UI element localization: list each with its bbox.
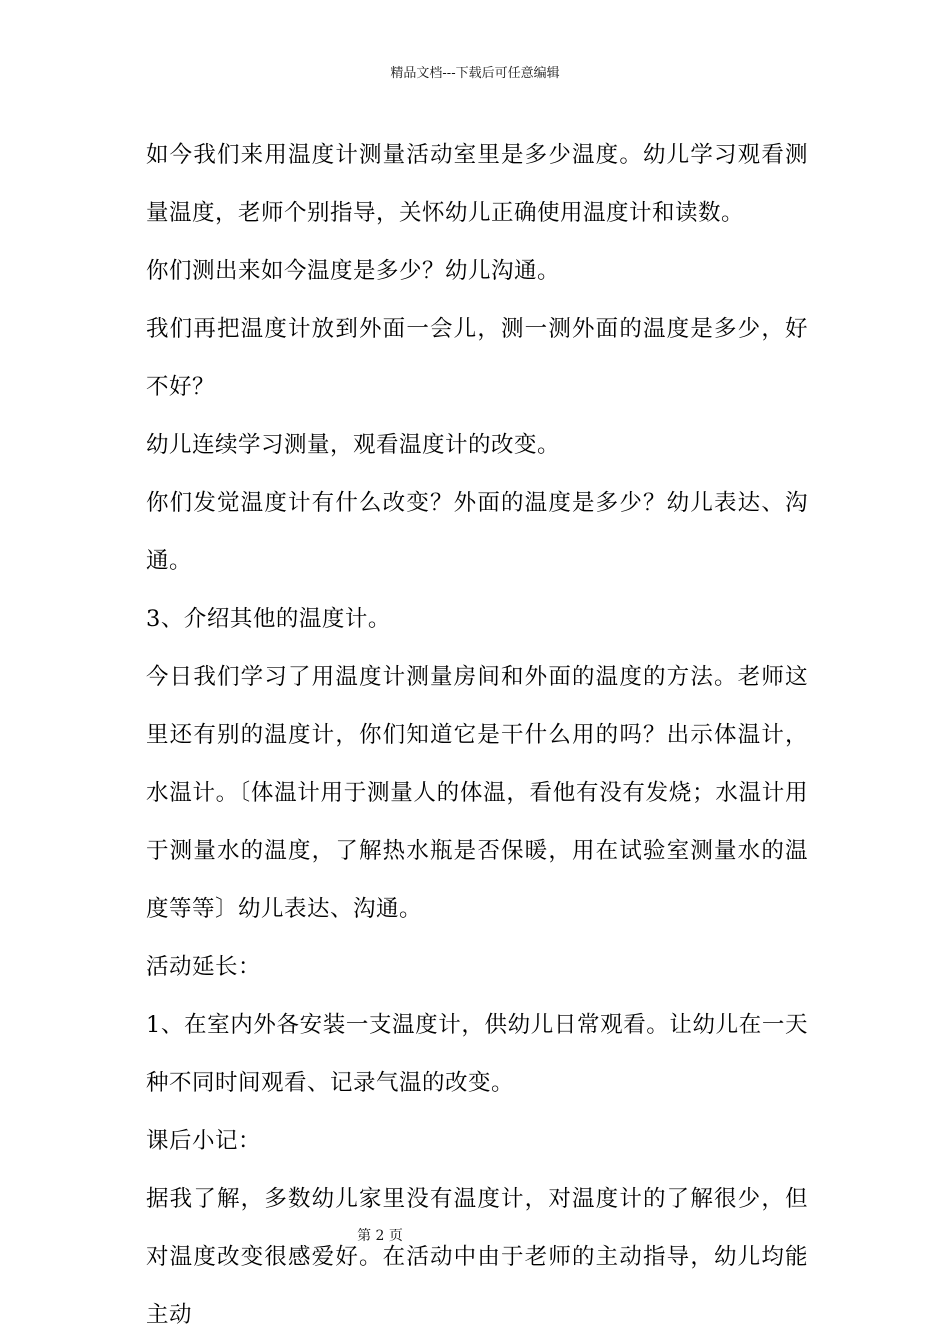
- section-heading: 3、介绍其他的温度计。: [146, 606, 391, 632]
- paragraph: 如今我们来用温度计测量活动室里是多少温度。幼儿学习观看测量温度，老师个别指导，关怀幼儿正确使用温度计和读数。: [146, 142, 808, 226]
- paragraph: 你们发觉温度计有什么改变？外面的温度是多少？幼儿表达、沟通。: [146, 490, 808, 574]
- paragraph: 幼儿连续学习测量，观看温度计的改变。: [146, 432, 561, 458]
- page-header: 精品文档---下载后可任意编辑: [390, 66, 560, 81]
- page-number: 第 2 页: [357, 1228, 403, 1244]
- paragraph: 你们测出来如今温度是多少？幼儿沟通。: [146, 258, 561, 284]
- paragraph: 1、在室内外各安装一支温度计，供幼儿日常观看。让幼儿在一天种不同时间观看、记录气温的改变。: [146, 1012, 808, 1096]
- section-heading: 课后小记：: [146, 1128, 262, 1154]
- paragraph: 我们再把温度计放到外面一会儿，测一测外面的温度是多少，好不好？: [146, 316, 808, 400]
- document-body: [146, 126, 808, 1344]
- section-heading: 活动延长：: [146, 954, 262, 980]
- paragraph: 据我了解，多数幼儿家里没有温度计，对温度计的了解很少，但对温度改变很感爱好。在活动中由于老师的主动指导，幼儿均能主动: [146, 1186, 808, 1328]
- paragraph: 今日我们学习了用温度计测量房间和外面的温度的方法。老师这里还有别的温度计，你们知道它是干什么用的吗？出示体温计，水温计。〔体温计用于测量人的体温，看他有没有发烧；水温计用于测量水的温度，了解热水瓶是否保暖，用在试验室测量水的温度等等〕幼儿表达、沟通。: [146, 664, 808, 922]
